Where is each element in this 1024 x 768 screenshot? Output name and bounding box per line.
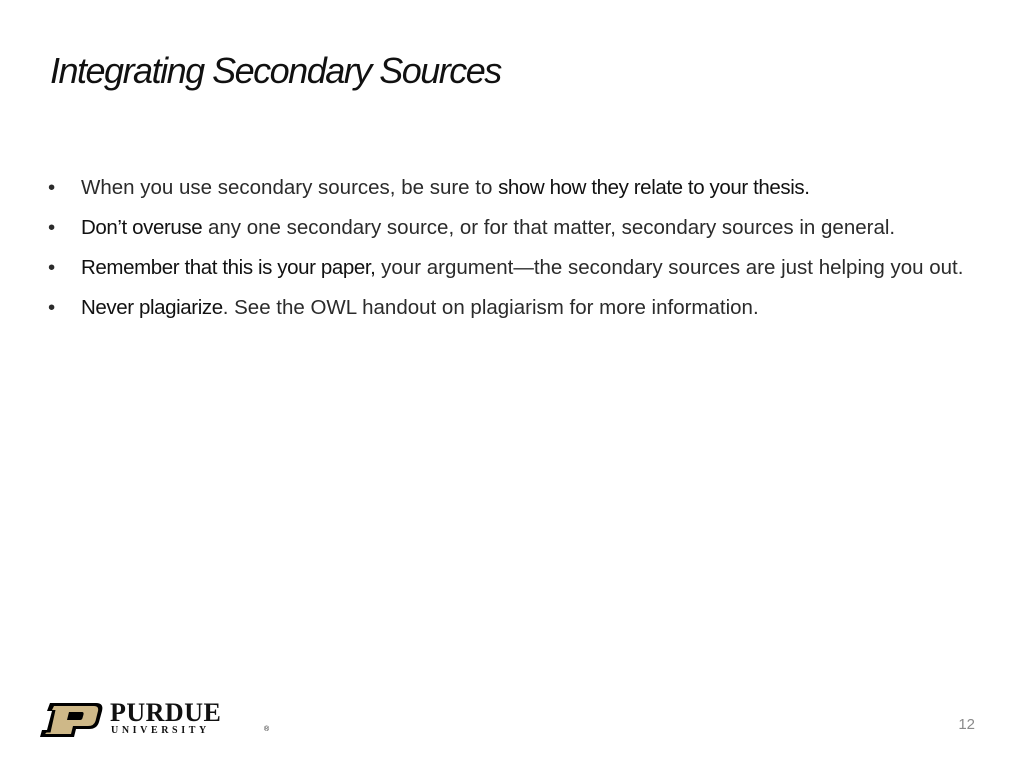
purdue-logo [38, 698, 270, 740]
bullet-list [48, 174, 973, 334]
bullet-text: any one secondary source, or for that matter, secondary sources in general. [202, 216, 896, 239]
purdue-p-logo-icon [38, 702, 104, 738]
bullet-emphasis-text: Never plagiarize [81, 296, 223, 319]
slide-title: Integrating Secondary Sources [50, 50, 501, 91]
bullet-emphasis-text: Remember that this is your paper, [81, 256, 376, 279]
logo-registered-mark: ® [264, 726, 270, 733]
bullet-text: When you use secondary sources, be sure to [81, 176, 499, 199]
bullet-emphasis-text: Don’t overuse [81, 216, 203, 239]
logo-wordmark: PURDUE [110, 698, 222, 727]
bullet-dot-icon: • [48, 216, 56, 239]
logo-subtitle: UNIVERSITY [111, 725, 210, 736]
page-number: 12 [958, 716, 975, 733]
bullet-item [48, 214, 973, 241]
bullet-emphasis-text: show how they relate to your thesis. [498, 176, 810, 199]
bullet-item [48, 174, 973, 201]
bullet-text: . See the OWL handout on plagiarism for more information. [222, 296, 759, 319]
bullet-text: your argument—the secondary sources are just helping you out. [375, 256, 964, 279]
bullet-item [48, 294, 973, 321]
bullet-dot-icon: • [48, 256, 56, 279]
bullet-item [48, 254, 973, 281]
bullet-dot-icon: • [48, 176, 56, 199]
bullet-dot-icon: • [48, 296, 56, 319]
